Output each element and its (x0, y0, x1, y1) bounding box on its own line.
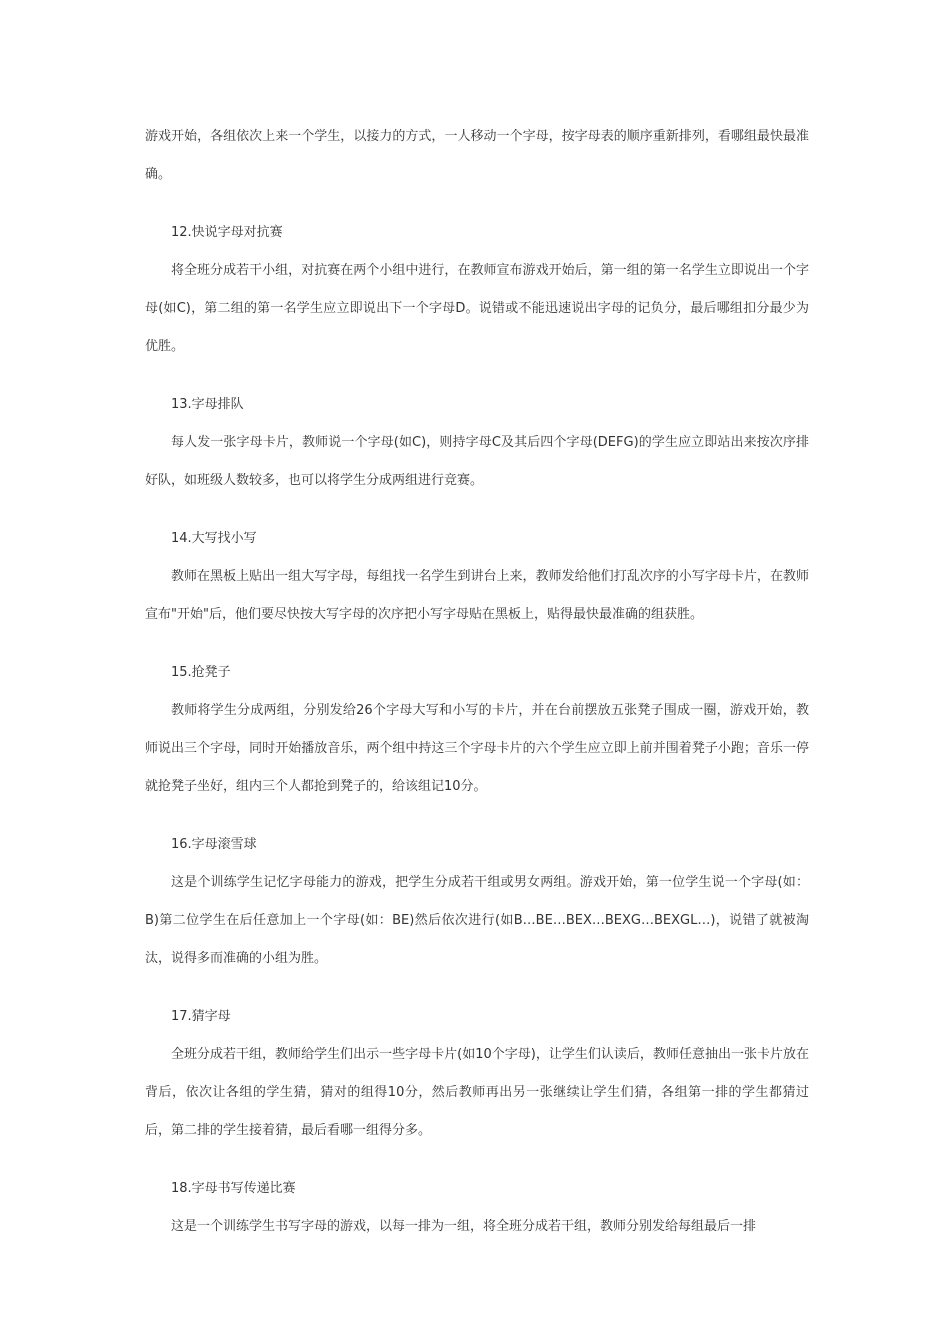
section-heading-12: 12.快说字母对抗赛 (171, 225, 283, 240)
section-body-16: 这是个训练学生记忆字母能力的游戏，把学生分成若干组或男女两组。游戏开始，第一位学生说一个字母(如：B)第二位学生在后任意加上一个字母(如：BE)然后依次进行(如B…BE…BEX…BEXG…BEXGL…)，说错了就被淘汰，说得多而准确的小组为胜。 (145, 875, 809, 966)
section-body-14: 教师在黑板上贴出一组大写字母，每组找一名学生到讲台上来，教师发给他们打乱次序的小写字母卡片，在教师宣布"开始"后，他们要尽快按大写字母的次序把小写字母贴在黑板上，贴得最快最准确的组获胜。 (145, 569, 809, 622)
section-body-12: 将全班分成若干小组，对抗赛在两个小组中进行，在教师宣布游戏开始后，第一组的第一名学生立即说出一个字母(如C)，第二组的第一名学生应立即说出下一个字母D。说错或不能迅速说出字母的记负分，最后哪组扣分最少为优胜。 (145, 263, 809, 354)
section-heading-14: 14.大写找小写 (171, 531, 257, 546)
section-heading-18: 18.字母书写传递比赛 (171, 1181, 296, 1196)
section-body-18: 这是一个训练学生书写字母的游戏，以每一排为一组，将全班分成若干组，教师分别发给每组最后一排 (171, 1219, 757, 1234)
section-heading-16: 16.字母滚雪球 (171, 837, 257, 852)
section-heading-17: 17.猜字母 (171, 1009, 231, 1024)
section-body-15: 教师将学生分成两组，分别发给26个字母大写和小写的卡片，并在台前摆放五张凳子围成一圈，游戏开始，教师说出三个字母，同时开始播放音乐，两个组中持这三个字母卡片的六个学生应立即上前并围着凳子小跑；音乐一停就抢凳子坐好，组内三个人都抢到凳子的，给该组记10分。 (145, 703, 809, 794)
section-body-17: 全班分成若干组，教师给学生们出示一些字母卡片(如10个字母)，让学生们认读后，教师任意抽出一张卡片放在背后，依次让各组的学生猜，猜对的组得10分，然后教师再出另一张继续让学生们猜，各组第一排的学生都猜过后，第二排的学生接着猜，最后看哪一组得分多。 (145, 1047, 809, 1138)
section-heading-15: 15.抢凳子 (171, 665, 231, 680)
intro-paragraph: 游戏开始，各组依次上来一个学生，以接力的方式，一人移动一个字母，按字母表的顺序重新排列，看哪组最快最准确。 (145, 129, 809, 182)
document-page (145, 118, 809, 1246)
section-body-13: 每人发一张字母卡片，教师说一个字母(如C)，则持字母C及其后四个字母(DEFG)的学生应立即站出来按次序排好队，如班级人数较多，也可以将学生分成两组进行竞赛。 (145, 435, 809, 488)
section-heading-13: 13.字母排队 (171, 397, 244, 412)
